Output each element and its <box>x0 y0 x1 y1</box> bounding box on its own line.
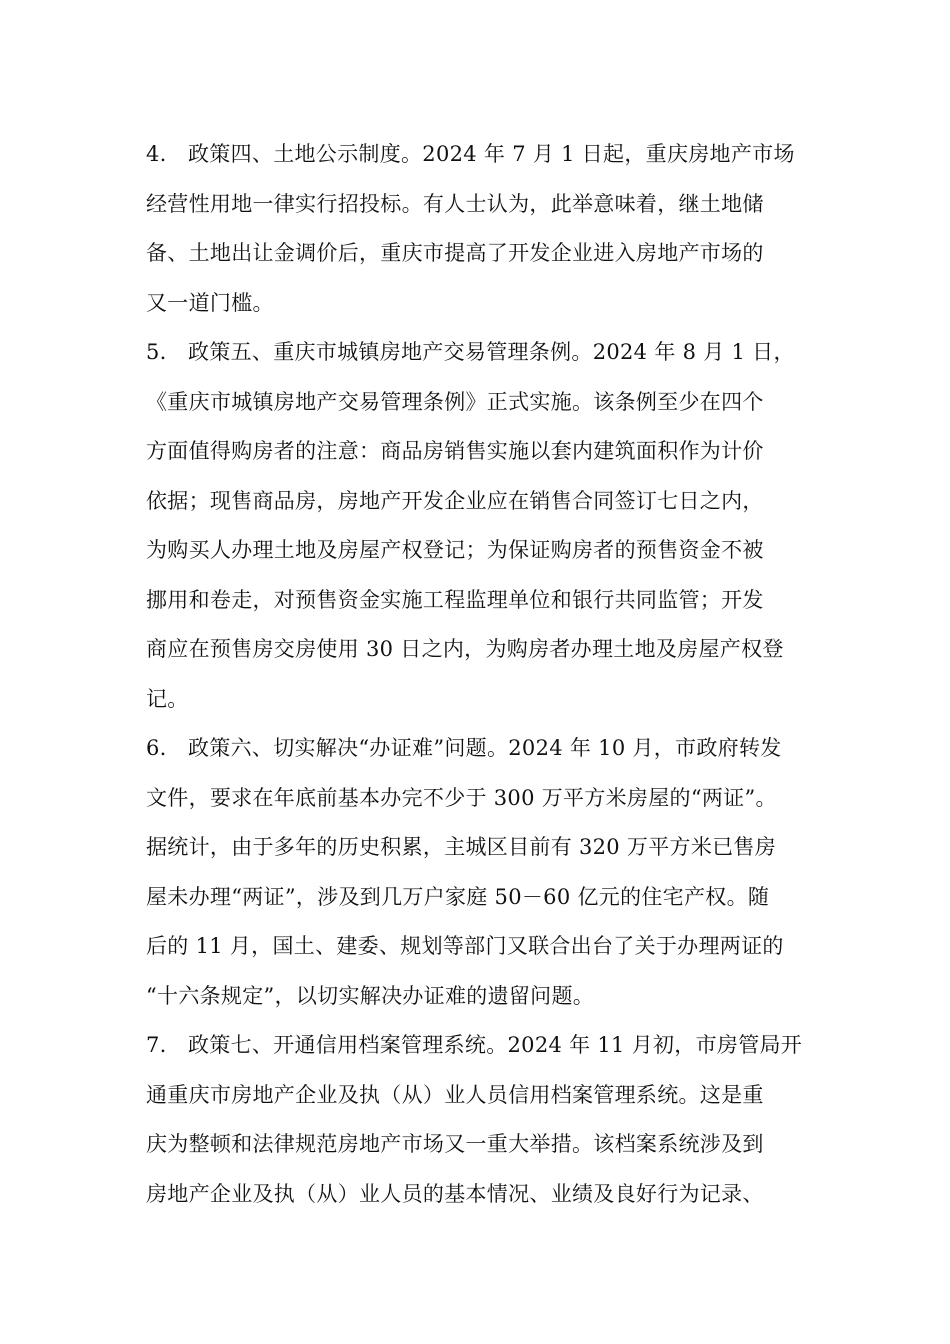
paragraph-text: 政策五、重庆市城镇房地产交易管理条例。2024 年 8 月 1 日， <box>188 340 795 364</box>
document-body <box>146 130 812 1219</box>
paragraph-line <box>146 130 812 180</box>
item-number: 4. <box>146 142 167 166</box>
policy-item-4 <box>146 130 812 328</box>
item-number: 7. <box>146 1033 167 1057</box>
paragraph-line: 后的 11 月，国土、建委、规划等部门又联合出台了关于办理两证的 <box>146 934 784 958</box>
paragraph-line <box>146 724 812 774</box>
paragraph-line <box>146 1021 812 1071</box>
paragraph-line: 通重庆市房地产企业及执（从）业人员信用档案管理系统。这是重 <box>146 1082 764 1107</box>
paragraph-line: 《重庆市城镇房地产交易管理条例》正式实施。该条例至少在四个 <box>146 389 764 414</box>
paragraph-line <box>146 328 812 378</box>
paragraph-line: 经营性用地一律实行招投标。有人士认为，此举意味着，继土地储 <box>146 191 764 216</box>
paragraph-line: 庆为整顿和法律规范房地产市场又一重大举措。该档案系统涉及到 <box>146 1132 764 1156</box>
paragraph-line: 为购买人办理土地及房屋产权登记；为保证购房者的预售资金不被 <box>146 538 764 562</box>
policy-item-5 <box>146 328 812 724</box>
paragraph-line: 房地产企业及执（从）业人员的基本情况、业绩及良好行为记录、 <box>146 1181 764 1206</box>
paragraph-text: 政策四、土地公示制度。2024 年 7 月 1 日起，重庆房地产市场 <box>188 142 795 166</box>
paragraph-line: 又一道门槛。 <box>146 290 274 315</box>
paragraph-line: 挪用和卷走，对预售资金实施工程监理单位和银行共同监管；开发 <box>146 587 764 612</box>
policy-item-6 <box>146 724 812 1021</box>
paragraph-line: 屋未办理“两证”，涉及到几万户家庭 50－60 亿元的住宅产权。随 <box>146 884 770 909</box>
policy-item-7 <box>146 1021 812 1219</box>
item-number: 6. <box>146 736 167 760</box>
paragraph-text: 政策六、切实解决“办证难”问题。2024 年 10 月，市政府转发 <box>188 736 782 760</box>
item-number: 5. <box>146 340 167 364</box>
paragraph-line: “十六条规定”，以切实解决办证难的遗留问题。 <box>146 983 595 1008</box>
paragraph-line: 依据；现售商品房，房地产开发企业应在销售合同签订七日之内， <box>146 488 764 513</box>
paragraph-line: 方面值得购房者的注意：商品房销售实施以套内建筑面积作为计价 <box>146 439 764 463</box>
paragraph-line: 据统计，由于多年的历史积累，主城区目前有 320 万平方米已售房 <box>146 835 777 859</box>
paragraph-line: 记。 <box>146 686 189 711</box>
paragraph-line: 文件，要求在年底前基本办完不少于 300 万平方米房屋的“两证”。 <box>146 785 777 810</box>
paragraph-line: 商应在预售房交房使用 30 日之内，为购房者办理土地及房屋产权登 <box>146 637 784 661</box>
paragraph-text: 政策七、开通信用档案管理系统。2024 年 11 月初，市房管局开 <box>188 1033 803 1057</box>
paragraph-line: 备、土地出让金调价后，重庆市提高了开发企业进入房地产市场的 <box>146 241 764 265</box>
